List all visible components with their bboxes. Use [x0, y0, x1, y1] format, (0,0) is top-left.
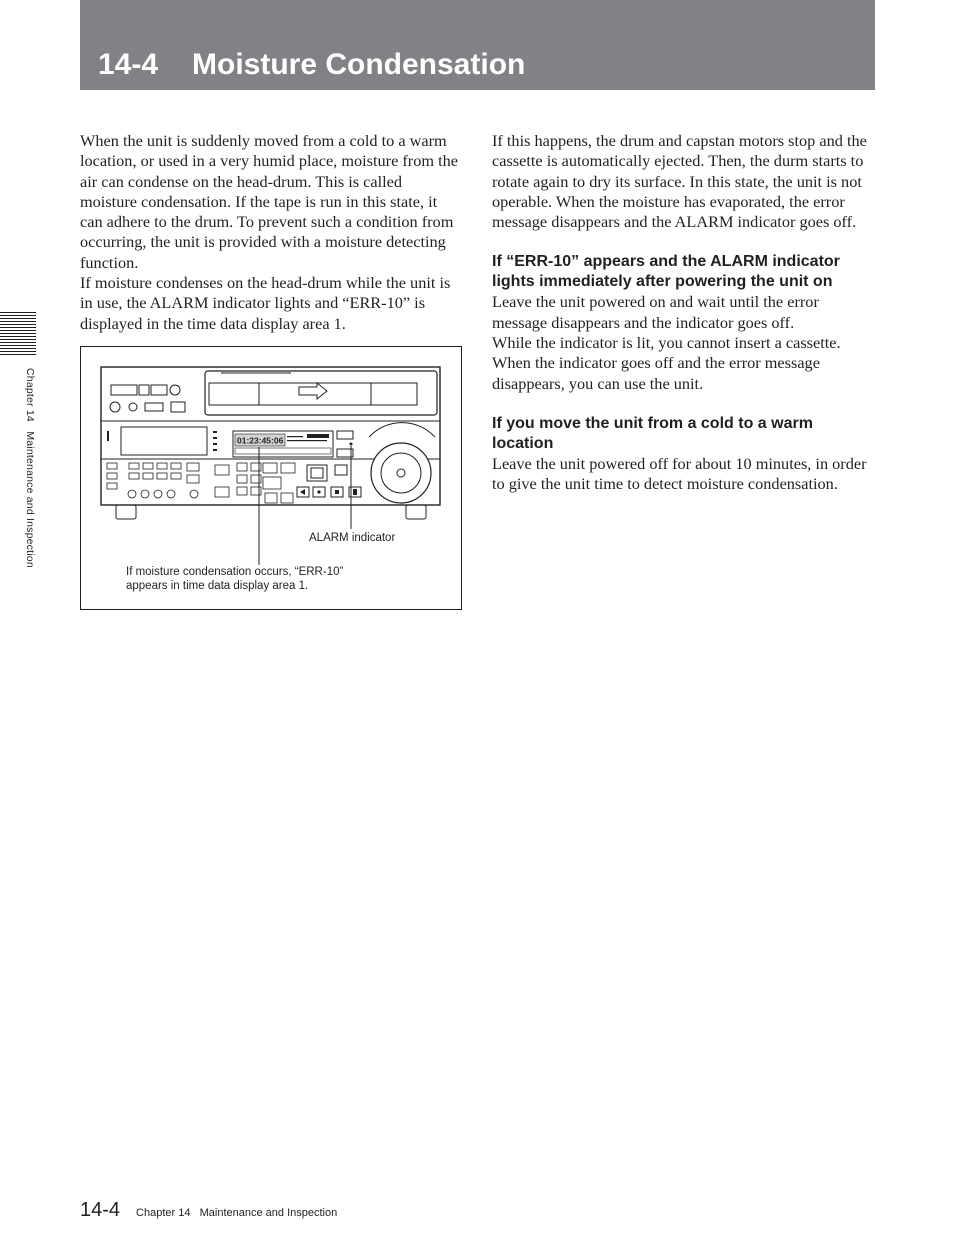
page-footer — [80, 1199, 337, 1222]
footer-chapter: Chapter 14 — [136, 1207, 191, 1219]
section-heading-cold-warm: If you move the unit from a cold to a warm location — [492, 414, 813, 452]
power-on-paragraph-2: While the indicator is lit, you cannot insert a cassette. When the indicator goes off and the error message disappears, you can use the unit. — [492, 333, 841, 393]
section-title: Moisture Condensation — [192, 48, 526, 81]
section-heading-power-on: If “ERR-10” appears and the ALARM indicator lights immediately after powering the unit on — [492, 253, 840, 291]
intro-paragraph: When the unit is suddenly moved from a cold to a warm location, or used in a very humid place, moisture from the air can condense on the head-drum. This is called moisture condensation. If the tape is run in this state, it can adhere to the drum. To prevent such a condition from occurring, the unit is provided with a moisture detecting function. — [80, 131, 458, 272]
right-column — [492, 131, 874, 495]
ejection-paragraph: If this happens, the drum and capstan motors stop and the cassette is automatically ejected. Then, the durm starts to rotate again to dry its surface. In this state, the unit is not operable. When the moisture has evaporated, the error message disappears and the ALARM indicator goes off. — [492, 131, 867, 232]
footer-page-number: 14-4 — [80, 1199, 121, 1221]
page-title — [98, 48, 525, 82]
alarm-indicator-icon — [350, 443, 353, 446]
alarm-indicator-callout: ALARM indicator — [309, 532, 396, 544]
chapter-tab-marker — [0, 312, 36, 356]
vtr-front-panel-figure — [80, 346, 462, 610]
err-callout-line1: If moisture condensation occurs, “ERR-10” — [126, 566, 344, 578]
cold-warm-paragraph: Leave the unit powered off for about 10 minutes, in order to give the unit time to detect moisture condensation. — [492, 453, 867, 494]
header-bar — [80, 0, 875, 90]
err-callout-line2: appears in time data display area 1. — [126, 580, 309, 592]
footer-chapter-title: Maintenance and Inspection — [199, 1207, 338, 1219]
side-chapter-label: Chapter 14 Maintenance and Inspection — [24, 368, 36, 568]
alarm-paragraph: If moisture condenses on the head-drum while the unit is in use, the ALARM indicator lights and “ERR-10” is displayed in the time data display area 1. — [80, 273, 451, 333]
power-on-paragraph-1: Leave the unit powered on and wait until the error message disappears and the indicator goes off. — [492, 292, 819, 332]
left-column — [80, 131, 462, 334]
section-number: 14-4 — [98, 48, 159, 81]
time-data-display: 01:23:45:06 — [237, 435, 284, 446]
